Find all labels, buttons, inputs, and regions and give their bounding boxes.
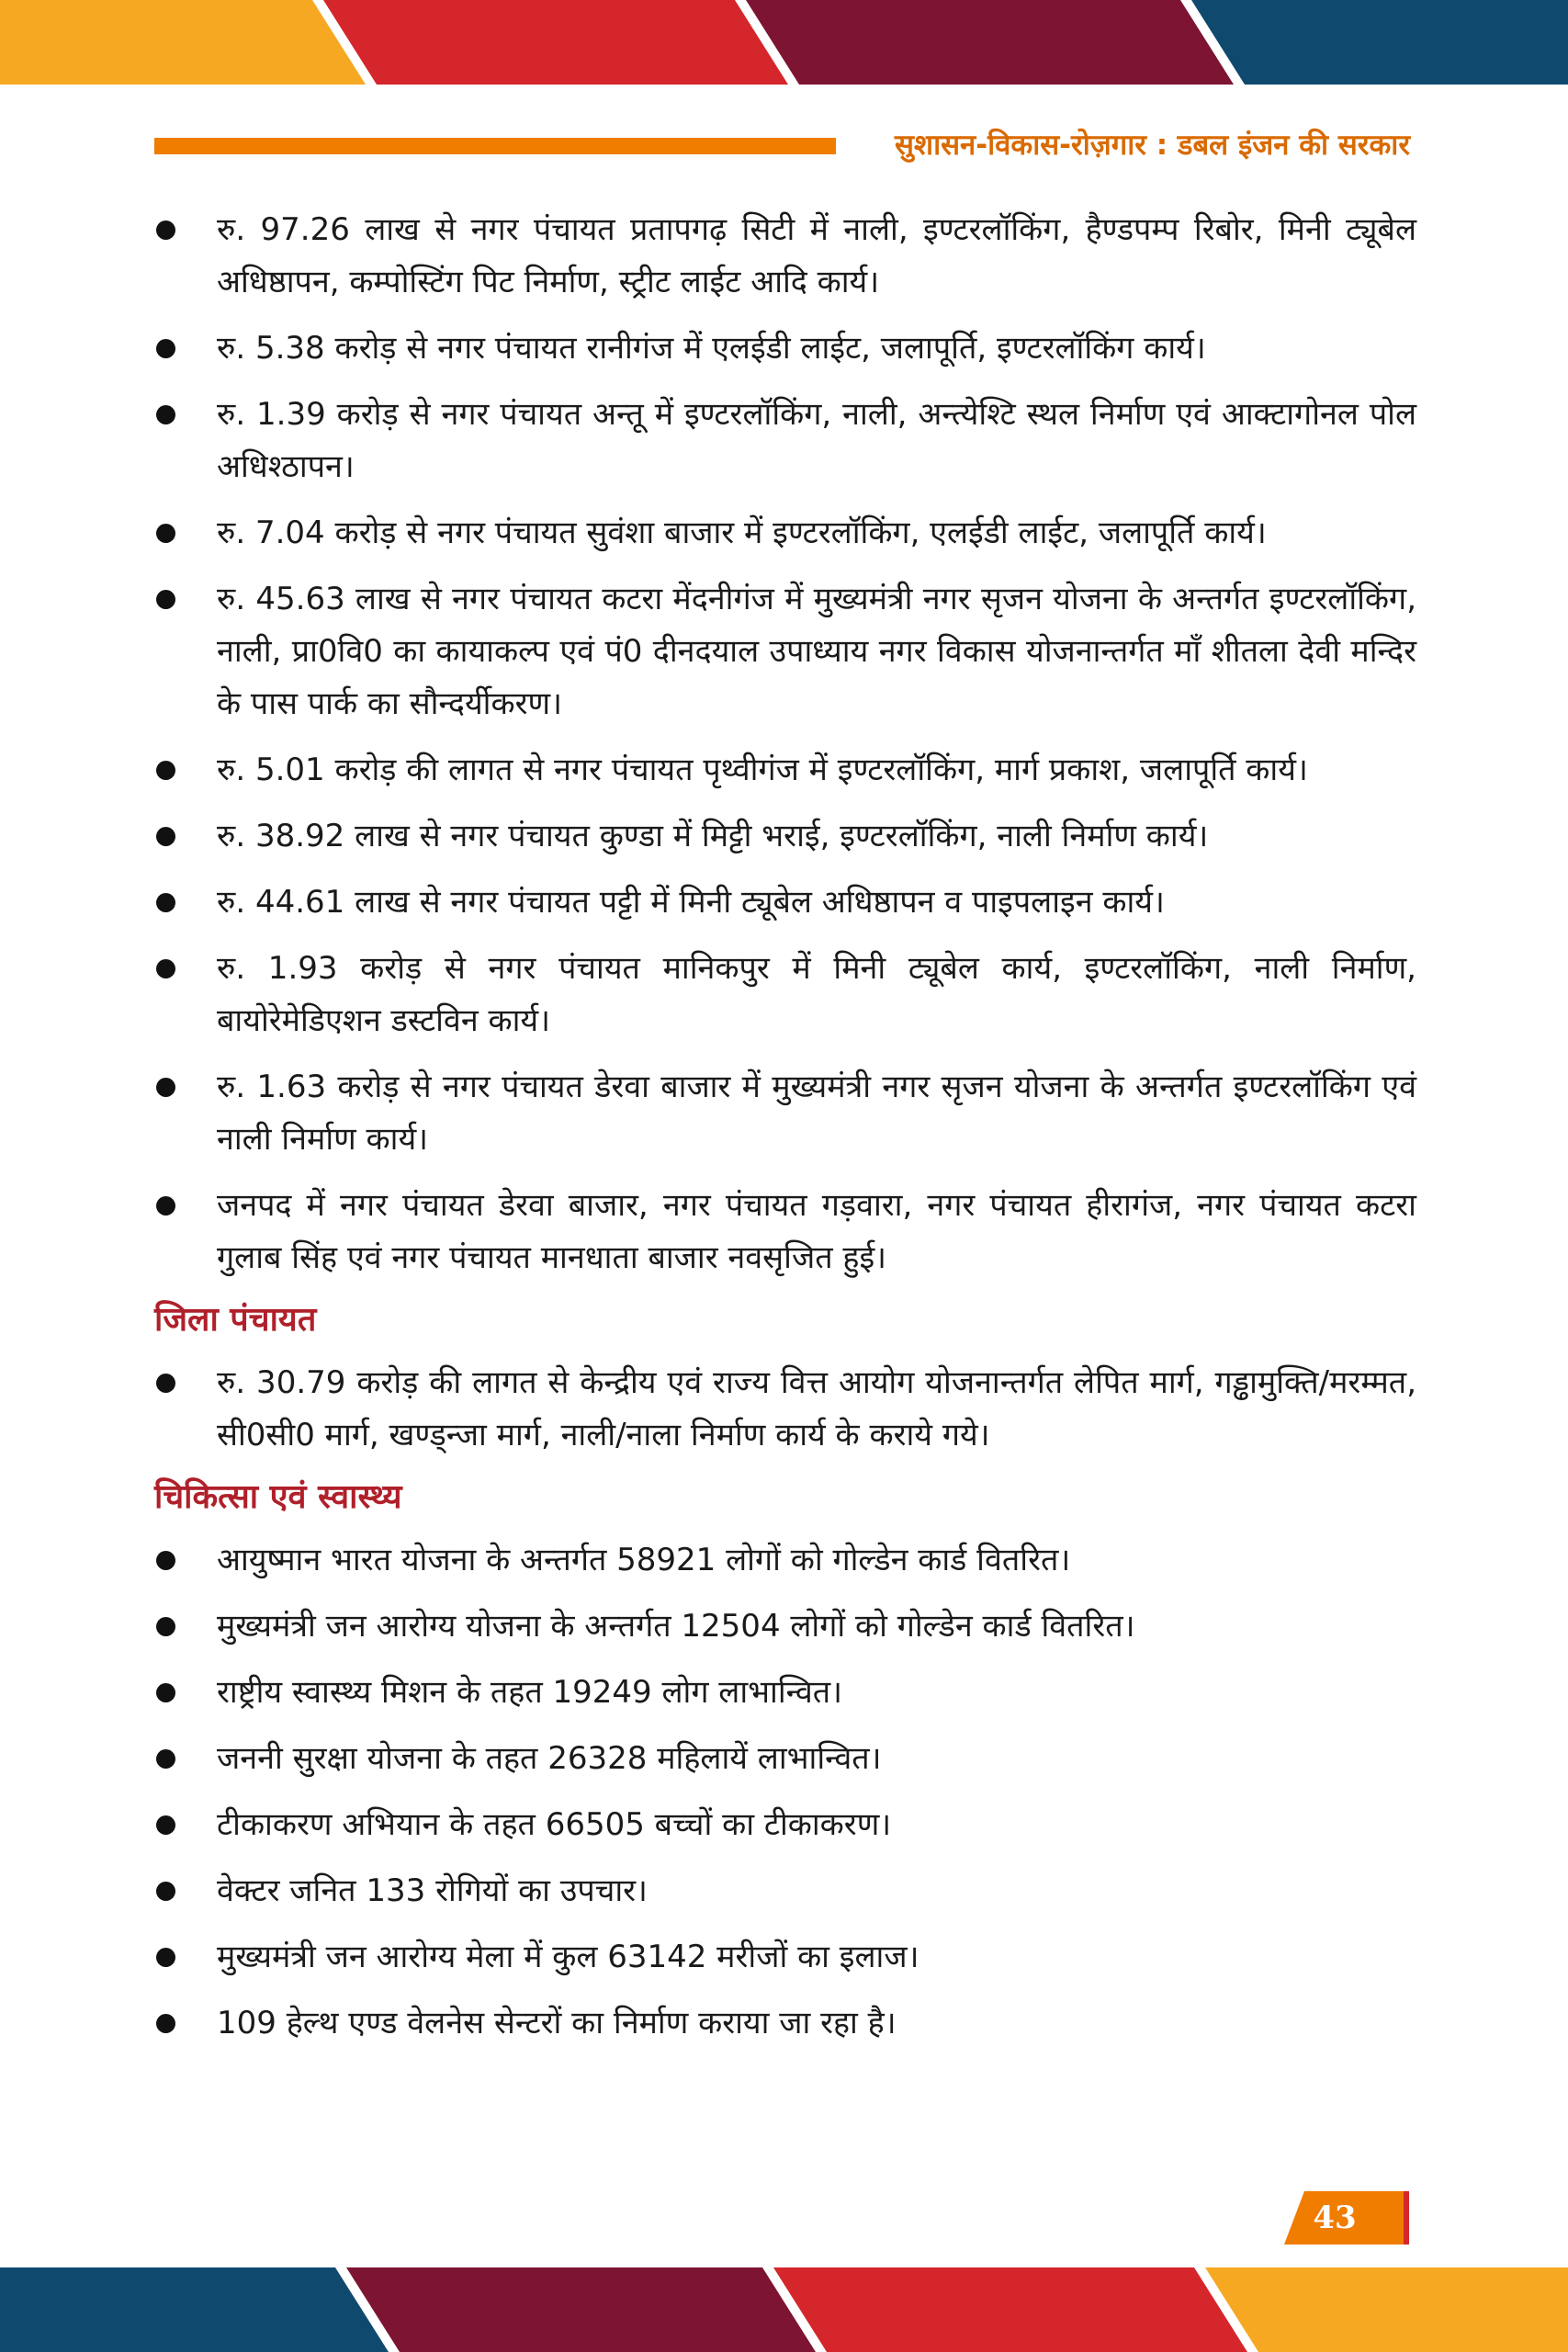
bullet-icon [156, 405, 175, 424]
list-item: वेक्टर जनित 133 रोगियों का उपचार। [154, 1865, 1416, 1917]
bottom-decorative-band [0, 2267, 1568, 2352]
list-item: आयुष्मान भारत योजना के अन्तर्गत 58921 लोगों को गोल्डेन कार्ड वितरित। [154, 1534, 1416, 1587]
bullet-icon [156, 339, 175, 358]
bullet-list [154, 1534, 1416, 2050]
top-decorative-band [0, 0, 1568, 85]
bullet-icon [156, 1374, 175, 1393]
bullet-icon [156, 827, 175, 846]
section-heading-zila-panchayat: जिला पंचायत [154, 1301, 317, 1339]
list-item: मुख्यमंत्री जन आरोग्य योजना के अन्तर्गत 12504 लोगों को गोल्डेन कार्ड वितरित। [154, 1600, 1416, 1653]
bullet-icon [156, 1196, 175, 1216]
list-item: रु. 5.38 करोड़ से नगर पंचायत रानीगंज में एलईडी लाईट, जलापूर्ति, इण्टरलॉकिंग कार्य। [154, 322, 1416, 375]
bullet-icon [156, 761, 175, 780]
header-rule [154, 138, 836, 154]
bullet-icon [156, 1815, 175, 1835]
bullet-icon [156, 1078, 175, 1097]
section-heading-health: चिकित्सा एवं स्वास्थ्य [154, 1478, 402, 1516]
page-content [154, 204, 1416, 2064]
running-header-title: सुशासन-विकास-रोज़गार : डबल इंजन की सरकार [895, 129, 1410, 162]
list-item: जननी सुरक्षा योजना के तहत 26328 महिलायें लाभान्वित। [154, 1733, 1416, 1785]
list-item: रु. 5.01 करोड़ की लागत से नगर पंचायत पृथ्वीगंज में इण्टरलॉकिंग, मार्ग प्रकाश, जलापूर्ति कार्य। [154, 744, 1416, 797]
bullet-icon [156, 220, 175, 240]
bullet-list [154, 204, 1416, 1284]
list-item: रु. 7.04 करोड़ से नगर पंचायत सुवंशा बाजार में इण्टरलॉकिंग, एलईडी लाईट, जलापूर्ति कार्य। [154, 507, 1416, 560]
page-number: 43 [1313, 2199, 1357, 2236]
list-item: रु. 97.26 लाख से नगर पंचायत प्रतापगढ़ सिटी में नाली, इण्टरलॉकिंग, हैण्डपम्प रिबोर, मिनी ट्यूबेल अधिष्ठापन, कम्पोस्टिंग पिट निर्माण, स्ट्रीट लाईट आदि कार्य। [154, 204, 1416, 309]
list-item: रु. 1.93 करोड़ से नगर पंचायत मानिकपुर में मिनी ट्यूबेल कार्य, इण्टरलॉकिंग, नाली निर्माण, बायोरेमेडिएशन डस्टविन कार्य। [154, 943, 1416, 1047]
bullet-icon [156, 959, 175, 978]
bullet-icon [156, 1882, 175, 1901]
list-item: रु. 44.61 लाख से नगर पंचायत पट्टी में मिनी ट्यूबेल अधिष्ठापन व पाइपलाइन कार्य। [154, 876, 1416, 929]
list-item: रु. 45.63 लाख से नगर पंचायत कटरा मेंदनीगंज में मुख्यमंत्री नगर सृजन योजना के अन्तर्गत इण्टरलॉकिंग, नाली, प्रा0वि0 का कायाकल्प एवं पं0 दीनदयाल उपाध्याय नगर विकास योजनान्तर्गत माँ शीतला देवी मन्दिर के पास पार्क का सौन्दर्यीकरण। [154, 573, 1416, 730]
list-item: 109 हेल्थ एण्ड वेलनेस सेन्टरों का निर्माण कराया जा रहा है। [154, 1997, 1416, 2050]
list-item: रु. 30.79 करोड़ की लागत से केन्द्रीय एवं राज्य वित्त आयोग योजनान्तर्गत लेपित मार्ग, गड्ढामुक्ति/मरम्मत, सी0सी0 मार्ग, खण्ड्न्जा मार्ग, नाली/नाला निर्माण कार्य के कराये गये। [154, 1357, 1416, 1462]
bullet-icon [156, 893, 175, 912]
list-item: रु. 38.92 लाख से नगर पंचायत कुण्डा में मिट्टी भराई, इण्टरलॉकिंग, नाली निर्माण कार्य। [154, 810, 1416, 863]
list-item: जनपद में नगर पंचायत डेरवा बाजार, नगर पंचायत गड़वारा, नगर पंचायत हीरागंज, नगर पंचायत कटरा गुलाब सिंह एवं नगर पंचायत मानधाता बाजार नवसृजित हुई। [154, 1180, 1416, 1284]
bullet-icon [156, 1749, 175, 1769]
bullet-list [154, 1357, 1416, 1462]
bullet-icon [156, 590, 175, 609]
list-item: मुख्यमंत्री जन आरोग्य मेला में कुल 63142 मरीजों का इलाज। [154, 1931, 1416, 1984]
list-item: राष्ट्रीय स्वास्थ्य मिशन के तहत 19249 लोग लाभान्वित। [154, 1667, 1416, 1719]
bullet-icon [156, 1948, 175, 1967]
bullet-icon [156, 2014, 175, 2033]
bullet-icon [156, 1551, 175, 1570]
list-item: रु. 1.39 करोड़ से नगर पंचायत अन्तू में इण्टरलॉकिंग, नाली, अन्त्येश्टि स्थल निर्माण एवं आक्टागोनल पोल अधिश्ठापन। [154, 389, 1416, 493]
list-item: रु. 1.63 करोड़ से नगर पंचायत डेरवा बाजार में मुख्यमंत्री नगर सृजन योजना के अन्तर्गत इण्टरलॉकिंग एवं नाली निर्माण कार्य। [154, 1061, 1416, 1166]
list-item: टीकाकरण अभियान के तहत 66505 बच्चों का टीकाकरण। [154, 1799, 1416, 1851]
bullet-icon [156, 1683, 175, 1702]
bullet-icon [156, 524, 175, 543]
bullet-icon [156, 1617, 175, 1636]
